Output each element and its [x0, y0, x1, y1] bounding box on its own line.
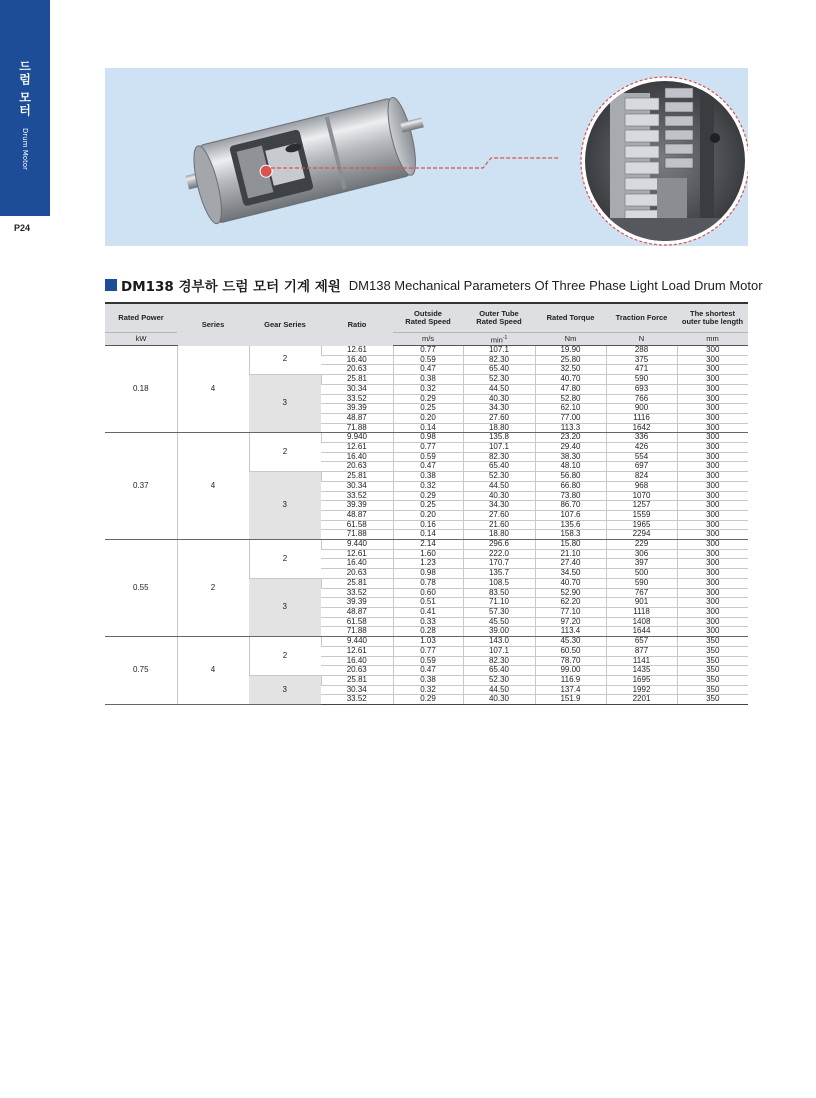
cell-tube-speed: 40.30	[463, 394, 535, 404]
header-tube-speed	[463, 303, 535, 333]
cell-length: 300	[677, 481, 748, 491]
cell-tube-speed: 135.8	[463, 433, 535, 443]
cell-length: 300	[677, 423, 748, 433]
cell-length: 300	[677, 598, 748, 608]
cell-ratio: 48.87	[321, 413, 393, 423]
cell-length: 300	[677, 433, 748, 443]
cell-outside-speed: 0.32	[393, 384, 463, 394]
cell-torque: 66.80	[535, 481, 606, 491]
cell-force: 767	[606, 588, 677, 598]
cell-outside-speed: 0.38	[393, 375, 463, 385]
cell-tube-speed: 39.00	[463, 627, 535, 637]
cell-tube-speed: 65.40	[463, 462, 535, 472]
cell-force: 2201	[606, 695, 677, 705]
cell-length: 350	[677, 637, 748, 647]
unit-force: N	[606, 333, 677, 346]
unit-speed: m/s	[393, 333, 463, 346]
cell-outside-speed: 0.47	[393, 462, 463, 472]
cell-torque: 116.9	[535, 675, 606, 685]
cell-torque: 151.9	[535, 695, 606, 705]
table-row	[105, 540, 748, 550]
header-rated-torque: Rated Torque	[535, 303, 606, 333]
cell-torque: 45.30	[535, 637, 606, 647]
cell-length: 350	[677, 685, 748, 695]
cell-torque: 73.80	[535, 491, 606, 501]
cell-tube-speed: 107.1	[463, 646, 535, 656]
cell-force: 697	[606, 462, 677, 472]
drum-motor-drawing	[105, 68, 748, 246]
cell-series: 4	[177, 346, 249, 433]
cell-force: 426	[606, 443, 677, 453]
header-outside-speed-line2: Rated Speed	[405, 317, 451, 326]
header-tube-speed-line1: Outer Tube	[479, 309, 519, 318]
cell-rated-power: 0.75	[105, 637, 177, 705]
cell-ratio: 20.63	[321, 365, 393, 375]
section-title-korean: 드럼 모터	[17, 60, 32, 118]
cell-gear-series: 3	[249, 375, 321, 433]
cell-torque: 137.4	[535, 685, 606, 695]
cell-length: 300	[677, 607, 748, 617]
cell-gear-series: 2	[249, 540, 321, 579]
cell-force: 1695	[606, 675, 677, 685]
cell-torque: 97.20	[535, 617, 606, 627]
cell-gear-series: 2	[249, 637, 321, 676]
cell-force: 1116	[606, 413, 677, 423]
cell-gear-series: 3	[249, 578, 321, 636]
cell-ratio: 71.88	[321, 530, 393, 540]
cell-length: 300	[677, 346, 748, 356]
cell-length: 300	[677, 443, 748, 453]
cell-length: 300	[677, 365, 748, 375]
cell-ratio: 33.52	[321, 394, 393, 404]
header-shortest-length-line2: outer tube length	[681, 317, 744, 326]
cell-tube-speed: 44.50	[463, 384, 535, 394]
cell-outside-speed: 1.03	[393, 637, 463, 647]
cell-gear-series: 3	[249, 675, 321, 704]
cell-force: 1070	[606, 491, 677, 501]
cell-length: 350	[677, 695, 748, 705]
unit-torque: Nm	[535, 333, 606, 346]
cell-ratio: 25.81	[321, 675, 393, 685]
cell-outside-speed: 0.32	[393, 685, 463, 695]
cell-length: 300	[677, 375, 748, 385]
cell-force: 500	[606, 569, 677, 579]
cell-force: 1257	[606, 501, 677, 511]
cell-ratio: 9.440	[321, 637, 393, 647]
cell-torque: 32.50	[535, 365, 606, 375]
cell-outside-speed: 0.77	[393, 646, 463, 656]
cell-tube-speed: 44.50	[463, 481, 535, 491]
cell-ratio: 12.61	[321, 443, 393, 453]
cell-outside-speed: 0.32	[393, 481, 463, 491]
cell-tube-speed: 170.7	[463, 559, 535, 569]
cell-length: 300	[677, 413, 748, 423]
spec-table	[105, 302, 748, 705]
cell-torque: 86.70	[535, 501, 606, 511]
cell-torque: 23.20	[535, 433, 606, 443]
cell-force: 657	[606, 637, 677, 647]
header-shortest-length	[677, 303, 748, 333]
cell-ratio: 16.40	[321, 355, 393, 365]
cell-force: 901	[606, 598, 677, 608]
cell-force: 397	[606, 559, 677, 569]
cell-tube-speed: 21.60	[463, 520, 535, 530]
cell-ratio: 9.440	[321, 540, 393, 550]
cell-rated-power: 0.37	[105, 433, 177, 540]
cell-length: 300	[677, 530, 748, 540]
cell-torque: 107.6	[535, 510, 606, 520]
cell-outside-speed: 0.14	[393, 530, 463, 540]
cell-length: 350	[677, 675, 748, 685]
cell-torque: 60.50	[535, 646, 606, 656]
cell-torque: 15.80	[535, 540, 606, 550]
table-body	[105, 346, 748, 705]
cell-ratio: 25.81	[321, 375, 393, 385]
cell-outside-speed: 0.78	[393, 578, 463, 588]
cell-outside-speed: 0.59	[393, 452, 463, 462]
cell-outside-speed: 0.28	[393, 627, 463, 637]
cell-force: 877	[606, 646, 677, 656]
cell-outside-speed: 0.59	[393, 355, 463, 365]
cell-outside-speed: 0.25	[393, 404, 463, 414]
cell-length: 300	[677, 501, 748, 511]
cell-torque: 19.90	[535, 346, 606, 356]
cell-gear-series: 2	[249, 433, 321, 472]
cell-force: 968	[606, 481, 677, 491]
cell-outside-speed: 0.33	[393, 617, 463, 627]
cell-ratio: 25.81	[321, 472, 393, 482]
cell-length: 300	[677, 355, 748, 365]
cell-outside-speed: 0.25	[393, 501, 463, 511]
cell-length: 300	[677, 627, 748, 637]
cell-ratio: 39.39	[321, 404, 393, 414]
cell-outside-speed: 0.41	[393, 607, 463, 617]
cell-length: 300	[677, 569, 748, 579]
cell-torque: 99.00	[535, 666, 606, 676]
cell-torque: 47.80	[535, 384, 606, 394]
cell-tube-speed: 34.30	[463, 501, 535, 511]
cell-length: 350	[677, 666, 748, 676]
cell-force: 1559	[606, 510, 677, 520]
cell-tube-speed: 107.1	[463, 346, 535, 356]
cell-gear-series: 2	[249, 346, 321, 375]
cell-ratio: 12.61	[321, 346, 393, 356]
cell-force: 900	[606, 404, 677, 414]
cell-length: 300	[677, 394, 748, 404]
table-row	[105, 346, 748, 356]
cell-outside-speed: 0.38	[393, 472, 463, 482]
cell-outside-speed: 0.47	[393, 365, 463, 375]
cell-ratio: 48.87	[321, 510, 393, 520]
cell-torque: 78.70	[535, 656, 606, 666]
header-rated-power: Rated Power	[105, 303, 177, 333]
cell-force: 1642	[606, 423, 677, 433]
cell-length: 300	[677, 617, 748, 627]
cell-length: 300	[677, 588, 748, 598]
unit-tube-speed-base: min	[490, 335, 503, 345]
cell-ratio: 33.52	[321, 695, 393, 705]
cell-ratio: 20.63	[321, 666, 393, 676]
cell-outside-speed: 0.29	[393, 394, 463, 404]
cell-ratio: 20.63	[321, 569, 393, 579]
cell-length: 300	[677, 540, 748, 550]
cell-tube-speed: 34.30	[463, 404, 535, 414]
cell-torque: 113.4	[535, 627, 606, 637]
cell-ratio: 12.61	[321, 549, 393, 559]
cell-ratio: 16.40	[321, 452, 393, 462]
cell-ratio: 33.52	[321, 491, 393, 501]
cell-length: 300	[677, 578, 748, 588]
cell-outside-speed: 0.38	[393, 675, 463, 685]
cell-length: 300	[677, 384, 748, 394]
cell-ratio: 61.58	[321, 520, 393, 530]
cell-force: 554	[606, 452, 677, 462]
page-number: P24	[14, 223, 31, 233]
cell-length: 300	[677, 472, 748, 482]
cell-torque: 62.20	[535, 598, 606, 608]
cell-outside-speed: 0.47	[393, 666, 463, 676]
cell-ratio: 25.81	[321, 578, 393, 588]
cell-series: 4	[177, 637, 249, 705]
cell-ratio: 20.63	[321, 462, 393, 472]
cell-force: 1408	[606, 617, 677, 627]
cell-tube-speed: 18.80	[463, 423, 535, 433]
cell-force: 288	[606, 346, 677, 356]
cell-torque: 77.00	[535, 413, 606, 423]
cell-outside-speed: 0.20	[393, 510, 463, 520]
cell-torque: 25.80	[535, 355, 606, 365]
unit-length: mm	[677, 333, 748, 346]
header-outside-speed	[393, 303, 463, 333]
cell-tube-speed: 82.30	[463, 355, 535, 365]
cell-force: 1141	[606, 656, 677, 666]
cell-outside-speed: 0.77	[393, 346, 463, 356]
cell-torque: 52.90	[535, 588, 606, 598]
cell-length: 350	[677, 656, 748, 666]
cell-force: 375	[606, 355, 677, 365]
cell-outside-speed: 0.98	[393, 433, 463, 443]
cell-length: 300	[677, 491, 748, 501]
cell-ratio: 12.61	[321, 646, 393, 656]
cell-ratio: 39.39	[321, 598, 393, 608]
cell-tube-speed: 52.30	[463, 472, 535, 482]
cell-ratio: 30.34	[321, 384, 393, 394]
cell-series: 4	[177, 433, 249, 540]
cell-outside-speed: 0.29	[393, 695, 463, 705]
cell-tube-speed: 222.0	[463, 549, 535, 559]
cell-torque: 38.30	[535, 452, 606, 462]
unit-power: kW	[105, 333, 177, 346]
cell-ratio: 61.58	[321, 617, 393, 627]
cell-tube-speed: 52.30	[463, 675, 535, 685]
cell-force: 2294	[606, 530, 677, 540]
cell-torque: 158.3	[535, 530, 606, 540]
cell-force: 1965	[606, 520, 677, 530]
side-tab	[0, 0, 50, 214]
cell-ratio: 9.940	[321, 433, 393, 443]
cell-length: 300	[677, 559, 748, 569]
table-header-row	[105, 303, 748, 333]
side-divider	[0, 214, 50, 216]
header-ratio: Ratio	[321, 303, 393, 346]
cell-force: 693	[606, 384, 677, 394]
cell-force: 590	[606, 578, 677, 588]
heading-english: DM138 Mechanical Parameters Of Three Phase Light Load Drum Motor	[348, 277, 763, 293]
cell-outside-speed: 0.16	[393, 520, 463, 530]
header-traction-force: Traction Force	[606, 303, 677, 333]
cell-tube-speed: 40.30	[463, 491, 535, 501]
cell-tube-speed: 44.50	[463, 685, 535, 695]
cell-outside-speed: 0.98	[393, 569, 463, 579]
cell-torque: 113.3	[535, 423, 606, 433]
cell-torque: 77.10	[535, 607, 606, 617]
cell-tube-speed: 82.30	[463, 452, 535, 462]
cell-torque: 135.6	[535, 520, 606, 530]
cell-length: 300	[677, 520, 748, 530]
unit-tube-speed	[463, 333, 535, 346]
cell-ratio: 30.34	[321, 685, 393, 695]
cell-ratio: 16.40	[321, 656, 393, 666]
cell-ratio: 16.40	[321, 559, 393, 569]
cell-force: 336	[606, 433, 677, 443]
cell-outside-speed: 0.59	[393, 656, 463, 666]
cell-tube-speed: 27.60	[463, 413, 535, 423]
section-title-english: Drum Motor	[21, 128, 29, 170]
cell-length: 300	[677, 452, 748, 462]
cell-tube-speed: 143.0	[463, 637, 535, 647]
heading-korean: DM138 경부하 드럼 모터 기계 제원	[121, 279, 341, 295]
cell-tube-speed: 65.40	[463, 666, 535, 676]
cell-outside-speed: 0.14	[393, 423, 463, 433]
cell-torque: 52.80	[535, 394, 606, 404]
cell-torque: 56.80	[535, 472, 606, 482]
header-series: Series	[177, 303, 249, 346]
header-gear-series: Gear Series	[249, 303, 321, 346]
cell-tube-speed: 45.50	[463, 617, 535, 627]
cell-rated-power: 0.55	[105, 540, 177, 637]
cell-series: 2	[177, 540, 249, 637]
section-heading	[105, 276, 763, 294]
cell-outside-speed: 2.14	[393, 540, 463, 550]
cell-tube-speed: 40.30	[463, 695, 535, 705]
cell-force: 1992	[606, 685, 677, 695]
cell-force: 1435	[606, 666, 677, 676]
cell-force: 1644	[606, 627, 677, 637]
cell-gear-series: 3	[249, 472, 321, 540]
cell-tube-speed: 18.80	[463, 530, 535, 540]
cell-ratio: 48.87	[321, 607, 393, 617]
cell-torque: 48.10	[535, 462, 606, 472]
cell-outside-speed: 1.60	[393, 549, 463, 559]
cell-torque: 34.50	[535, 569, 606, 579]
header-outside-speed-line1: Outside	[414, 309, 442, 318]
cell-outside-speed: 0.20	[393, 413, 463, 423]
cell-ratio: 71.88	[321, 627, 393, 637]
cell-tube-speed: 71.10	[463, 598, 535, 608]
header-tube-speed-line2: Rated Speed	[476, 317, 522, 326]
cell-tube-speed: 108.5	[463, 578, 535, 588]
cell-ratio: 33.52	[321, 588, 393, 598]
cell-ratio: 39.39	[321, 501, 393, 511]
unit-tube-speed-sup: -1	[502, 334, 508, 341]
cell-force: 471	[606, 365, 677, 375]
cell-tube-speed: 57.30	[463, 607, 535, 617]
cell-tube-speed: 82.30	[463, 656, 535, 666]
cell-tube-speed: 65.40	[463, 365, 535, 375]
cell-tube-speed: 27.60	[463, 510, 535, 520]
cell-length: 350	[677, 646, 748, 656]
cell-outside-speed: 0.77	[393, 443, 463, 453]
cell-ratio: 30.34	[321, 481, 393, 491]
cell-tube-speed: 107.1	[463, 443, 535, 453]
cell-outside-speed: 1.23	[393, 559, 463, 569]
cell-force: 1118	[606, 607, 677, 617]
cell-force: 229	[606, 540, 677, 550]
cell-tube-speed: 135.7	[463, 569, 535, 579]
cell-force: 590	[606, 375, 677, 385]
drum-motor-illustration	[105, 68, 748, 246]
cell-torque: 62.10	[535, 404, 606, 414]
cell-outside-speed: 0.51	[393, 598, 463, 608]
cell-length: 300	[677, 404, 748, 414]
cell-force: 306	[606, 549, 677, 559]
cell-tube-speed: 296.6	[463, 540, 535, 550]
cell-torque: 21.10	[535, 549, 606, 559]
cell-tube-speed: 52.30	[463, 375, 535, 385]
cell-torque: 40.70	[535, 578, 606, 588]
cell-torque: 27.40	[535, 559, 606, 569]
cell-outside-speed: 0.29	[393, 491, 463, 501]
cell-length: 300	[677, 462, 748, 472]
header-shortest-length-line1: The shortest	[689, 309, 735, 318]
table-row	[105, 637, 748, 647]
cell-force: 766	[606, 394, 677, 404]
heading-square-icon	[105, 279, 117, 291]
cell-torque: 29.40	[535, 443, 606, 453]
cell-torque: 40.70	[535, 375, 606, 385]
cell-ratio: 71.88	[321, 423, 393, 433]
cell-length: 300	[677, 549, 748, 559]
cell-force: 824	[606, 472, 677, 482]
cell-rated-power: 0.18	[105, 346, 177, 433]
cell-length: 300	[677, 510, 748, 520]
cell-tube-speed: 83.50	[463, 588, 535, 598]
cell-outside-speed: 0.60	[393, 588, 463, 598]
